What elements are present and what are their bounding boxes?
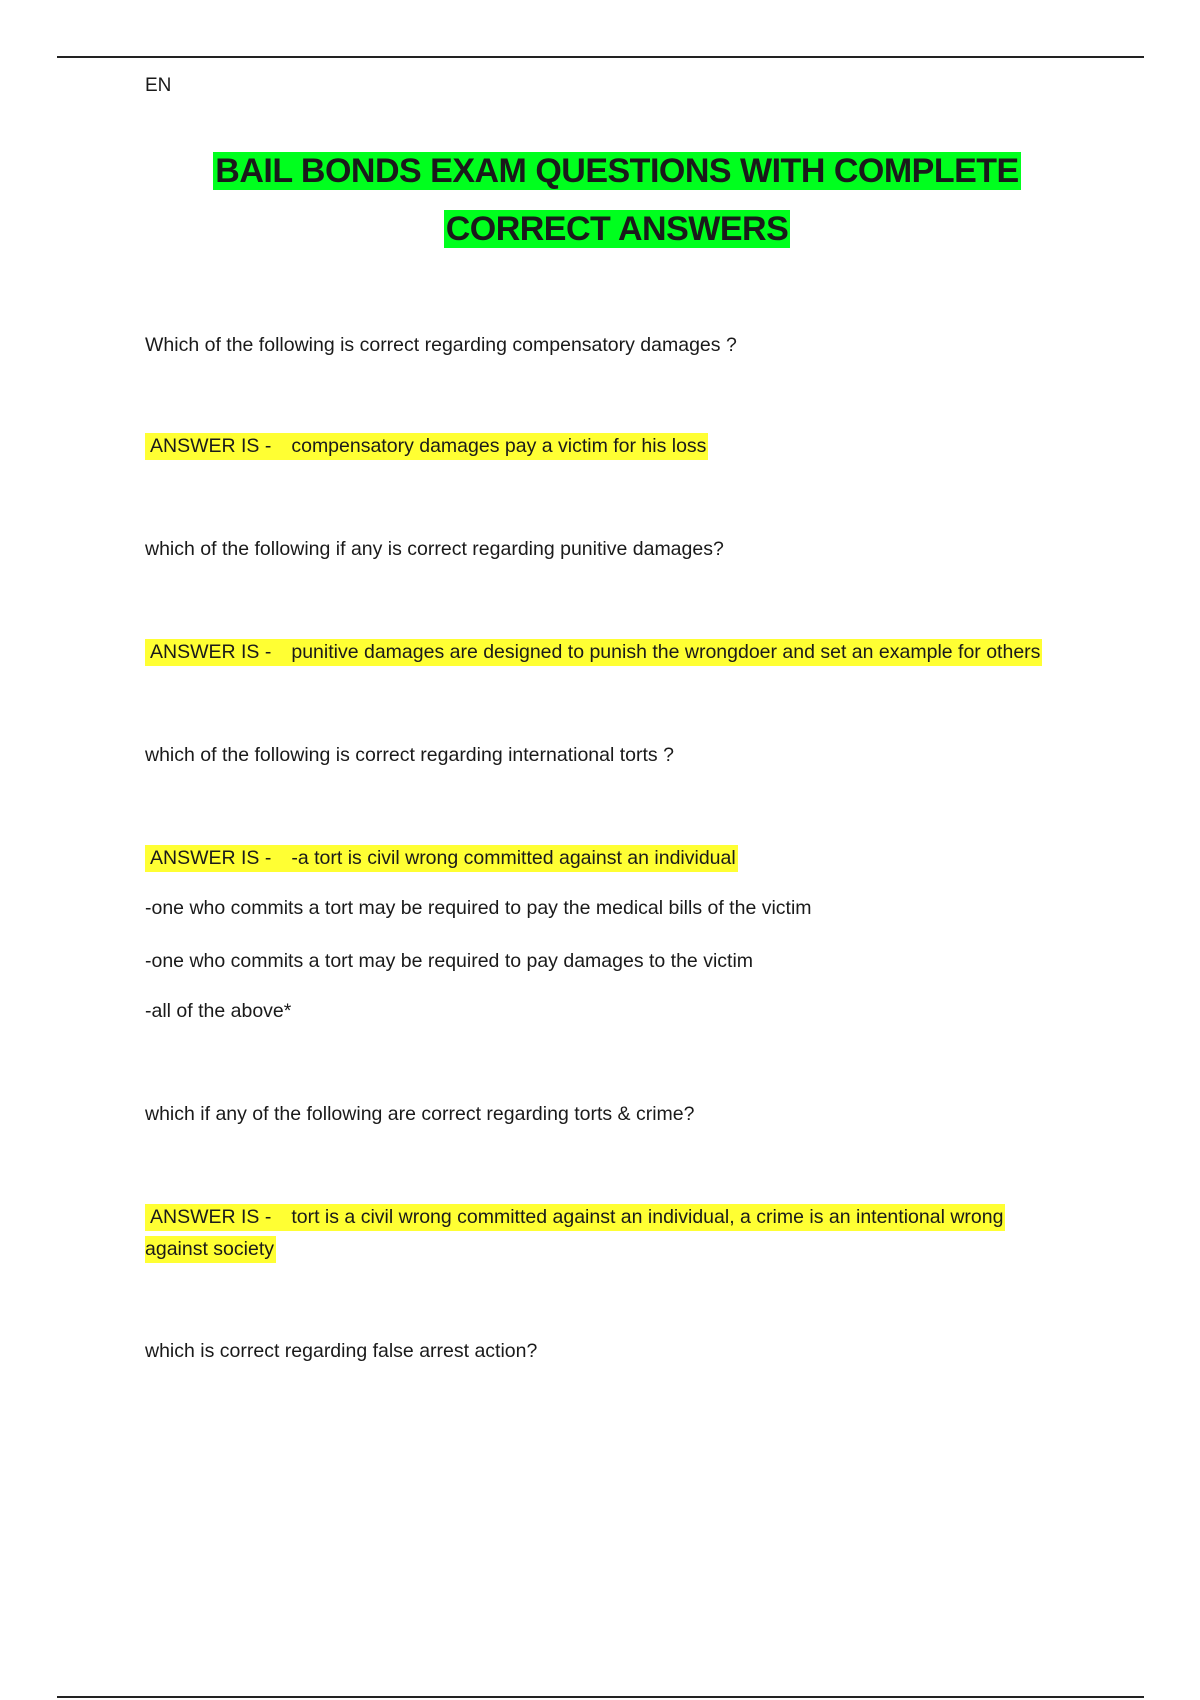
answer-1-highlight <box>145 433 708 460</box>
answer-4-continued <box>145 1233 276 1265</box>
title-line-2: CORRECT ANSWERS <box>445 210 789 248</box>
question-3: which of the following is correct regarding international torts ? <box>145 744 674 766</box>
question-2: which of the following if any is correct regarding punitive damages? <box>145 538 724 560</box>
answer-4 <box>145 1201 1005 1233</box>
answer-3 <box>145 842 738 874</box>
answer-prefix: ANSWER IS - <box>150 435 272 457</box>
question-5: which is correct regarding false arrest action? <box>145 1340 538 1362</box>
top-rule <box>57 56 1144 58</box>
answer-4-highlight <box>145 1204 1005 1231</box>
answer-3-text: -a tort is civil wrong committed against an individual <box>291 847 736 869</box>
answer-4-text: tort is a civil wrong committed against an individual, a crime is an intentional wrong <box>291 1206 1004 1228</box>
answer-3-option-1: -one who commits a tort may be required to pay the medical bills of the victim <box>145 897 812 919</box>
header-label: EN <box>145 75 172 96</box>
answer-2-highlight <box>145 639 1042 666</box>
document-title <box>145 142 1089 258</box>
question-4: which if any of the following are correct regarding torts & crime? <box>145 1103 695 1125</box>
answer-1-text: compensatory damages pay a victim for his loss <box>291 435 707 457</box>
answer-prefix: ANSWER IS - <box>150 1206 272 1228</box>
title-line-1: BAIL BONDS EXAM QUESTIONS WITH COMPLETE <box>215 152 1019 190</box>
answer-prefix: ANSWER IS - <box>150 847 272 869</box>
answer-2 <box>145 636 1042 668</box>
answer-2-text: punitive damages are designed to punish the wrongdoer and set an example for others <box>291 641 1041 663</box>
answer-3-option-2: -one who commits a tort may be required to pay damages to the victim <box>145 950 754 972</box>
question-1: Which of the following is correct regarding compensatory damages ? <box>145 334 737 356</box>
bottom-rule <box>57 1696 1144 1698</box>
answer-prefix: ANSWER IS - <box>150 641 272 663</box>
answer-3-option-3: -all of the above* <box>145 1000 292 1022</box>
answer-4-continued-highlight: against society <box>145 1236 276 1263</box>
answer-3-highlight <box>145 845 738 872</box>
answer-1 <box>145 430 708 462</box>
